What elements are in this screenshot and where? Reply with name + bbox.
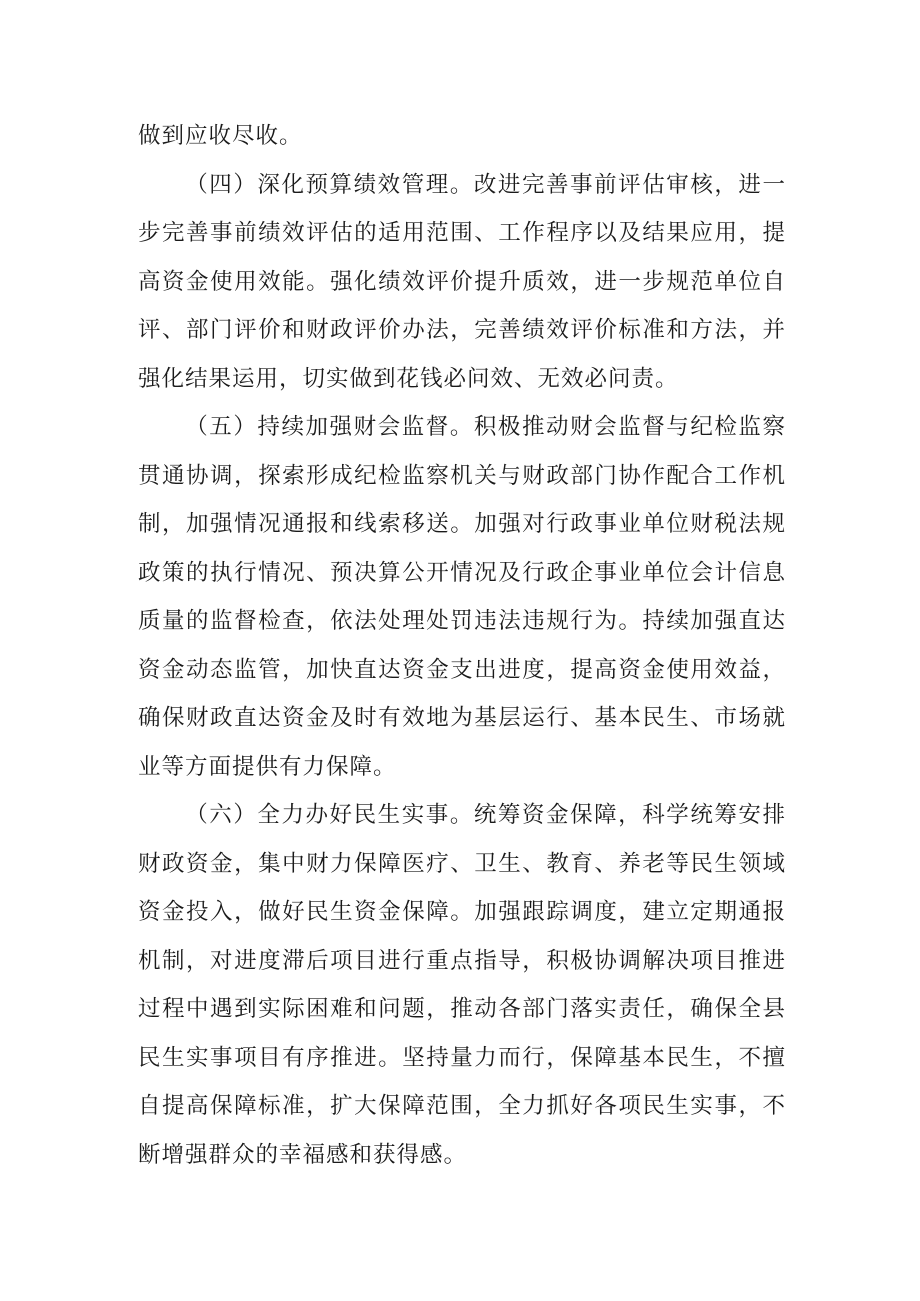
document-body — [138, 112, 786, 1179]
paragraph-section-6: （六）全力办好民生实事。统筹资金保障，科学统筹安排财政资金，集中财力保障医疗、卫生、教育、养老等民生领域资金投入，做好民生资金保障。加强跟踪调度，建立定期通报机制，对进度滞后项目进行重点指导，积极协调解决项目推进过程中遇到实际困难和问题，推动各部门落实责任，确保全县民生实事项目有序推进。坚持量力而行，保障基本民生，不擅自提高保障标准，扩大保障范围，全力抓好各项民生实事，不断增强群众的幸福感和获得感。 — [138, 802, 786, 1168]
paragraph-section-4: （四）深化预算绩效管理。改进完善事前评估审核，进一步完善事前绩效评估的适用范围、工作程序以及结果应用，提高资金使用效能。强化绩效评价提升质效，进一步规范单位自评、部门评价和财政评价办法，完善绩效评价标准和方法，并强化结果运用，切实做到花钱必问效、无效必问责。 — [138, 171, 786, 392]
paragraph-section-5: （五）持续加强财会监督。积极推动财会监督与纪检监察贯通协调，探索形成纪检监察机关与财政部门协作配合工作机制，加强情况通报和线索移送。加强对行政事业单位财税法规政策的执行情况、预决算公开情况及行政企事业单位会计信息质量的监督检查，依法处理处罚违法违规行为。持续加强直达资金动态监管，加快直达资金支出进度，提高资金使用效益，确保财政直达资金及时有效地为基层运行、基本民生、市场就业等方面提供有力保障。 — [138, 414, 786, 780]
paragraph-continuation: 做到应收尽收。 — [138, 123, 303, 149]
